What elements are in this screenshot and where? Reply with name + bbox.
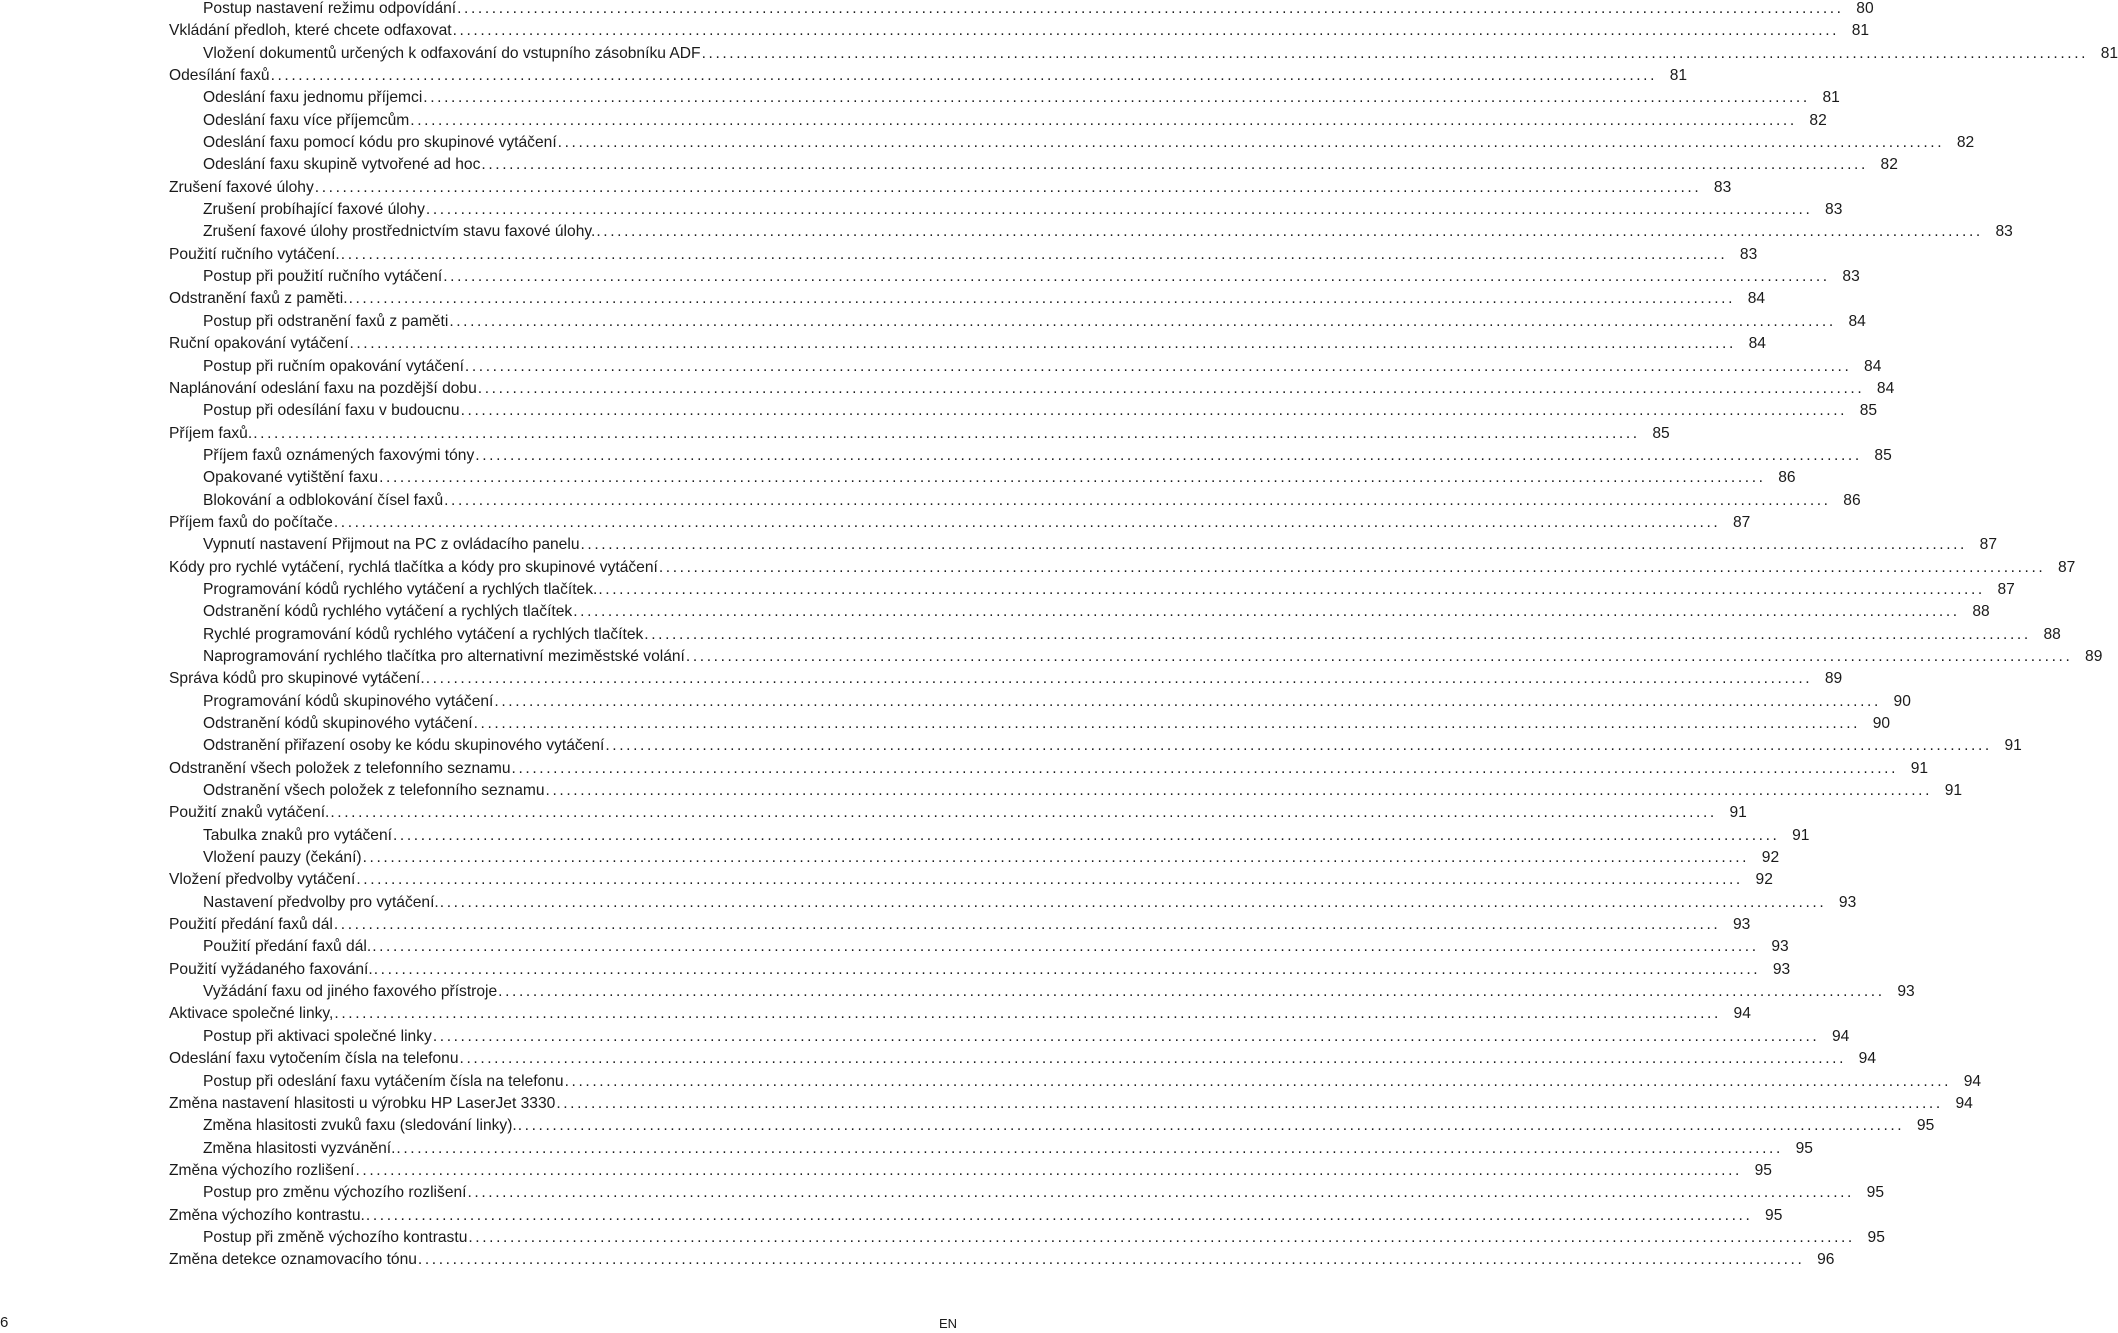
toc-entry-title: Postup nastavení režimu odpovídání [203, 0, 457, 17]
toc-entry-page: 92 [1755, 871, 1773, 889]
toc-subentry[interactable] [169, 847, 1780, 869]
toc-entry-page: 91 [1792, 826, 1810, 844]
toc-entry-page: 88 [1972, 603, 1990, 621]
toc-entry[interactable] [169, 288, 1766, 310]
toc-entry[interactable] [169, 1205, 1783, 1227]
dot-leader: ........................................................................................................................................................................................................ [349, 335, 1736, 353]
toc-entry[interactable] [169, 423, 1670, 445]
toc-entry[interactable] [169, 333, 1766, 355]
dot-leader: ........................................................................................................................................................................................................ [556, 1094, 1943, 1112]
toc-entry-title: Změna hlasitosti vyzvánění. [203, 1139, 396, 1157]
dot-leader: ........................................................................................................................................................................................................ [362, 849, 1750, 867]
toc-entry[interactable] [169, 244, 1758, 266]
toc-entry[interactable] [169, 177, 1732, 199]
toc-entry-title: Aktivace společné linky, [169, 1005, 334, 1023]
dot-leader: ........................................................................................................................................................................................................ [379, 469, 1766, 487]
toc-entry-page: 91 [2004, 737, 2022, 755]
toc-entry-page: 81 [2100, 44, 2118, 62]
toc-entry[interactable] [169, 65, 1688, 87]
toc-entry-title: Použití ručního vytáčení. [169, 245, 340, 263]
toc-entry-title: Použití vyžádaného faxování. [169, 960, 373, 978]
toc-subentry[interactable] [169, 154, 1898, 176]
toc-entry-title: Příjem faxů oznámených faxovými tóny [203, 446, 475, 464]
toc-entry-page: 91 [1944, 782, 1963, 800]
toc-entry-title: Postup při odeslání faxu vytáčením čísla na telefonu [203, 1072, 564, 1090]
dot-leader: ........................................................................................................................................................................................................ [475, 446, 1862, 464]
dot-leader: ........................................................................................................................................................................................................ [432, 1027, 1820, 1045]
dot-leader: ........................................................................................................................................................................................................ [439, 893, 1827, 911]
dot-leader: ........................................................................................................................................................................................................ [498, 983, 1885, 1001]
toc-entry-page: 86 [1843, 491, 1861, 509]
toc-entry[interactable] [169, 802, 1747, 824]
toc-entry-page: 83 [1825, 201, 1843, 219]
toc-entry-page: 83 [1842, 268, 1860, 286]
dot-leader: ........................................................................................................................................................................................................ [580, 536, 1967, 554]
toc-entry-title: Použití předání faxů dál [169, 916, 333, 934]
toc-entry-title: Zrušení probíhající faxové úlohy [203, 201, 425, 219]
toc-entry-title: Vypnutí nastavení Přijmout na PC z ovládacího panelu [203, 536, 580, 554]
dot-leader: ........................................................................................................................................................................................................ [701, 44, 2089, 62]
toc-entry-title: Odstranění faxů z paměti. [169, 290, 348, 308]
dot-leader: ........................................................................................................................................................................................................ [564, 1072, 1952, 1090]
dot-leader: ........................................................................................................................................................................................................ [423, 89, 1810, 107]
toc-entry-page: 93 [1771, 938, 1789, 956]
toc-entry-page: 84 [1748, 335, 1766, 353]
toc-entry-title: Příjem faxů do počítače [169, 513, 333, 531]
toc-subentry[interactable] [169, 87, 1840, 109]
toc-entry-title: Změna nastavení hlasitosti u výrobku HP LaserJet 3330 [169, 1094, 556, 1112]
toc-entry-title: Tabulka znaků pro vytáčení [203, 826, 392, 844]
dot-leader: ........................................................................................................................................................................................................ [473, 715, 1861, 732]
toc-subentry[interactable] [169, 445, 1892, 467]
toc-entry-title: Naprogramování rychlého tlačítka pro alternativní meziměstské volání [203, 647, 685, 665]
toc-entry-title: Nastavení předvolby pro vytáčení. [203, 893, 439, 911]
dot-leader: ........................................................................................................................................................................................................ [410, 111, 1797, 129]
dot-leader: ........................................................................................................................................................................................................ [355, 1161, 1742, 1179]
toc-entry-title: Odstranění kódů rychlého vytáčení a rychlých tlačítek [203, 603, 573, 621]
toc-subentry[interactable] [169, 579, 2015, 601]
toc-entry-page: 89 [1824, 670, 1843, 688]
toc-entry-page: 85 [1859, 402, 1878, 420]
toc-entry-title: Odeslání faxu jednomu příjemci [203, 89, 423, 107]
dot-leader: ........................................................................................................................................................................................................ [333, 513, 1721, 531]
toc-entry-page: 87 [1979, 536, 1997, 554]
toc-entry-page: 85 [1652, 424, 1670, 442]
toc-entry-title: Odeslání faxu vytočením čísla na telefonu [169, 1050, 459, 1068]
toc-subentry[interactable] [169, 1182, 1884, 1204]
toc-entry-page: 94 [1963, 1072, 1982, 1090]
footer-page-number: 6 [0, 1314, 9, 1331]
toc-subentry[interactable] [169, 356, 1882, 378]
toc-entry-title: Odeslání faxu pomocí kódu pro skupinové vytáčení [203, 134, 557, 152]
dot-leader: ........................................................................................................................................................................................................ [545, 782, 1933, 800]
dot-leader: ........................................................................................................................................................................................................ [605, 737, 1992, 755]
toc-subentry[interactable] [169, 1138, 1813, 1160]
toc-subentry[interactable] [169, 624, 2061, 646]
toc-entry[interactable] [169, 959, 1791, 981]
toc-entry-title: Odeslání faxu více příjemcům [203, 111, 410, 129]
footer-language-code: EN [938, 1316, 957, 1331]
toc-entry-page: 83 [1739, 245, 1758, 263]
toc-subentry[interactable] [169, 892, 1857, 914]
toc-entry-title: Programování kódů rychlého vytáčení a rychlých tlačítek. [203, 580, 598, 598]
dot-leader: ........................................................................................................................................................................................................ [685, 647, 2073, 665]
toc-subentry[interactable] [169, 981, 1915, 1003]
toc-entry[interactable] [169, 378, 1895, 400]
toc-entry[interactable] [169, 1249, 1835, 1271]
toc-entry-title: Odesílání faxů [169, 67, 270, 85]
toc-entry-page: 84 [1876, 379, 1895, 397]
toc-subentry[interactable] [169, 490, 1861, 512]
toc-entry-page: 95 [1754, 1161, 1772, 1179]
toc-entry[interactable] [169, 512, 1751, 534]
dot-leader: ........................................................................................................................................................................................................ [314, 178, 1702, 196]
toc-entry-title: Odeslání faxu skupině vytvořené ad hoc [203, 156, 481, 174]
toc-subentry[interactable] [169, 311, 1866, 333]
dot-leader: ........................................................................................................................................................................................................ [270, 67, 1658, 85]
toc-entry[interactable] [169, 668, 1843, 690]
toc-entry-title: Odstranění přiřazení osoby ke kódu skupinového vytáčení [203, 737, 605, 755]
dot-leader: ........................................................................................................................................................................................................ [467, 1184, 1854, 1202]
toc-subentry[interactable] [169, 735, 2022, 757]
toc-entry-page: 84 [1848, 312, 1866, 330]
toc-entry-page: 82 [1956, 134, 1975, 152]
toc-entry-page: 87 [2057, 558, 2076, 576]
toc-entry-title: Zrušení faxové úlohy [169, 178, 314, 196]
toc-subentry[interactable] [169, 43, 2118, 65]
toc-entry-page: 85 [1874, 446, 1892, 464]
toc-entry-title: Použití předání faxů dál. [203, 938, 372, 956]
dot-leader: ........................................................................................................................................................................................................ [464, 357, 1852, 375]
toc-entry-page: 83 [1713, 178, 1732, 196]
toc-entry-title: Postup při ručním opakování vytáčení [203, 357, 464, 375]
toc-entry-page: 90 [1872, 715, 1891, 732]
toc-entry-title: Opakované vytištění faxu [203, 469, 379, 487]
toc-entry-title: Naplánování odeslání faxu na pozdější dobu [169, 379, 477, 397]
toc-entry-page: 89 [2085, 647, 2103, 665]
dot-leader: ........................................................................................................................................................................................................ [340, 245, 1728, 263]
toc-entry-page: 91 [1729, 804, 1747, 822]
toc-entry-title: Postup pro změnu výchozího rozlišení [203, 1184, 467, 1202]
toc-subentry[interactable] [169, 936, 1789, 958]
toc-entry-page: 93 [1838, 893, 1857, 911]
toc-entry-page: 81 [1822, 89, 1840, 107]
toc-entry-title: Postup při aktivaci společné linky [203, 1027, 432, 1045]
toc-subentry[interactable] [169, 1227, 1885, 1249]
toc-entry-title: Vložení dokumentů určených k odfaxování do vstupního zásobníku ADF [203, 44, 701, 62]
toc-entry-title: Změna hlasitosti zvuků faxu (sledování linky). [203, 1117, 517, 1135]
toc-entry-title: Postup při použití ručního vytáčení [203, 268, 443, 286]
toc-subentry[interactable] [169, 132, 1975, 154]
dot-leader: ........................................................................................................................................................................................................ [477, 379, 1865, 397]
toc-entry-page: 81 [1669, 67, 1688, 85]
toc-entry-page: 84 [1747, 290, 1766, 308]
toc-entry-title: Vložení předvolby vytáčení [169, 871, 356, 889]
toc-entry-title: Vyžádání faxu od jiného faxového přístroje [203, 983, 498, 1001]
dot-leader: ........................................................................................................................................................................................................ [417, 1251, 1805, 1269]
toc-entry-page: 84 [1864, 357, 1882, 375]
dot-leader: ........................................................................................................................................................................................................ [449, 312, 1836, 330]
toc-subentry[interactable] [169, 400, 1878, 422]
toc-entry-page: 94 [1955, 1094, 1973, 1112]
table-of-contents [169, 0, 2118, 1272]
toc-entry-title: Ruční opakování vytáčení [169, 335, 349, 353]
toc-entry-page: 82 [1809, 111, 1827, 129]
toc-subentry[interactable] [169, 0, 1874, 20]
toc-entry-page: 94 [1831, 1027, 1850, 1045]
dot-leader: ........................................................................................................................................................................................................ [573, 603, 1960, 621]
dot-leader: ........................................................................................................................................................................................................ [557, 134, 1945, 152]
dot-leader: ........................................................................................................................................................................................................ [396, 1139, 1783, 1157]
toc-entry-title: Zrušení faxové úlohy prostřednictvím stavu faxové úlohy. [203, 223, 596, 241]
toc-entry-title: Postup při odstranění faxů z paměti [203, 312, 449, 330]
toc-entry-page: 95 [1867, 1228, 1885, 1246]
toc-entry-title: Odstranění všech položek z telefonního seznamu [169, 759, 511, 777]
dot-leader: ........................................................................................................................................................................................................ [333, 916, 1721, 934]
toc-entry-page: 86 [1778, 469, 1796, 487]
dot-leader: ........................................................................................................................................................................................................ [511, 759, 1899, 777]
toc-entry[interactable] [169, 758, 1929, 780]
toc-entry-title: Kódy pro rychlé vytáčení, rychlá tlačítka a kódy pro skupinové vytáčení [169, 558, 658, 576]
toc-subentry[interactable] [169, 646, 2103, 668]
toc-entry[interactable] [169, 1003, 1751, 1025]
dot-leader: ........................................................................................................................................................................................................ [644, 625, 2031, 643]
toc-entry[interactable] [169, 1160, 1772, 1182]
toc-entry-page: 91 [1910, 759, 1929, 777]
dot-leader: ........................................................................................................................................................................................................ [253, 424, 1640, 442]
toc-subentry[interactable] [169, 199, 1843, 221]
toc-entry-page: 95 [1795, 1139, 1813, 1157]
toc-subentry[interactable] [169, 110, 1827, 132]
toc-entry[interactable] [169, 914, 1751, 936]
toc-subentry[interactable] [169, 266, 1860, 288]
toc-entry-page: 96 [1817, 1251, 1835, 1269]
dot-leader: ........................................................................................................................................................................................................ [425, 201, 1813, 219]
toc-entry-title: Programování kódů skupinového vytáčení [203, 692, 494, 710]
toc-entry-title: Správa kódů pro skupinové vytáčení. [169, 670, 425, 688]
dot-leader: ........................................................................................................................................................................................................ [460, 402, 1848, 420]
toc-entry-title: Postup při odesílání faxu v budoucnu [203, 402, 460, 420]
dot-leader: ........................................................................................................................................................................................................ [596, 223, 1983, 241]
dot-leader: ........................................................................................................................................................................................................ [494, 692, 1881, 710]
toc-entry-page: 87 [1732, 513, 1751, 531]
dot-leader: ........................................................................................................................................................................................................ [425, 670, 1813, 688]
toc-subentry[interactable] [169, 1071, 1982, 1093]
toc-entry-title: Rychlé programování kódů rychlého vytáčení a rychlých tlačítek [203, 625, 644, 643]
toc-entry[interactable] [169, 20, 1870, 42]
toc-subentry[interactable] [169, 534, 1997, 556]
toc-entry[interactable] [169, 869, 1773, 891]
dot-leader: ........................................................................................................................................................................................................ [372, 938, 1759, 956]
dot-leader: ........................................................................................................................................................................................................ [468, 1228, 1855, 1246]
toc-entry-page: 95 [1866, 1184, 1884, 1202]
toc-entry-page: 88 [2043, 625, 2061, 643]
dot-leader: ........................................................................................................................................................................................................ [334, 1005, 1721, 1023]
dot-leader: ........................................................................................................................................................................................................ [517, 1117, 1905, 1135]
dot-leader: ........................................................................................................................................................................................................ [365, 1206, 1753, 1224]
dot-leader: ........................................................................................................................................................................................................ [356, 871, 1743, 889]
toc-entry[interactable] [169, 1048, 1877, 1070]
toc-entry-page: 95 [1765, 1206, 1783, 1224]
toc-entry-title: Blokování a odblokování čísel faxů [203, 491, 444, 509]
toc-entry-page: 93 [1897, 983, 1915, 1001]
toc-subentry[interactable] [169, 691, 1911, 713]
toc-subentry[interactable] [169, 713, 1891, 735]
toc-entry-page: 82 [1880, 156, 1898, 174]
toc-entry-page: 93 [1732, 916, 1751, 934]
dot-leader: ........................................................................................................................................................................................................ [658, 558, 2046, 576]
toc-entry[interactable] [169, 1093, 1973, 1115]
toc-subentry[interactable] [169, 601, 1990, 623]
dot-leader: ........................................................................................................................................................................................................ [481, 156, 1868, 174]
toc-entry-title: Změna výchozího kontrastu. [169, 1206, 365, 1224]
toc-entry-title: Změna výchozího rozlišení [169, 1161, 355, 1179]
toc-entry-title: Změna detekce oznamovacího tónu [169, 1251, 417, 1269]
toc-entry-title: Odstranění kódů skupinového vytáčení [203, 715, 473, 732]
toc-subentry[interactable] [169, 1115, 1935, 1137]
toc-entry-title: Příjem faxů. [169, 424, 253, 442]
dot-leader: ........................................................................................................................................................................................................ [443, 268, 1830, 286]
dot-leader: ........................................................................................................................................................................................................ [348, 290, 1736, 308]
toc-entry-page: 81 [1851, 22, 1870, 40]
dot-leader: ........................................................................................................................................................................................................ [330, 804, 1717, 822]
dot-leader: ........................................................................................................................................................................................................ [444, 491, 1831, 509]
dot-leader: ........................................................................................................................................................................................................ [457, 0, 1844, 17]
toc-entry-page: 94 [1733, 1005, 1751, 1023]
toc-subentry[interactable] [169, 221, 2013, 243]
toc-entry-title: Postup při změně výchozího kontrastu [203, 1228, 468, 1246]
toc-entry-page: 80 [1856, 0, 1874, 17]
toc-entry-page: 93 [1772, 960, 1791, 978]
toc-subentry[interactable] [169, 780, 1963, 802]
toc-entry-title: Vkládání předloh, které chcete odfaxovat [169, 22, 452, 40]
toc-entry-page: 95 [1916, 1117, 1935, 1135]
dot-leader: ........................................................................................................................................................................................................ [459, 1050, 1847, 1068]
toc-entry-page: 92 [1761, 849, 1780, 867]
dot-leader: ........................................................................................................................................................................................................ [392, 826, 1780, 844]
toc-entry-title: Použití znaků vytáčení. [169, 804, 330, 822]
toc-entry-page: 94 [1858, 1050, 1877, 1068]
toc-entry-page: 83 [1995, 223, 2013, 241]
toc-subentry[interactable] [169, 825, 1810, 847]
toc-entry-page: 90 [1893, 692, 1911, 710]
toc-subentry[interactable] [169, 1026, 1850, 1048]
dot-leader: ........................................................................................................................................................................................................ [373, 960, 1761, 978]
dot-leader: ........................................................................................................................................................................................................ [452, 22, 1840, 40]
toc-subentry[interactable] [169, 467, 1796, 489]
toc-entry[interactable] [169, 557, 2076, 579]
toc-entry-title: Odstranění všech položek z telefonního seznamu [203, 782, 545, 800]
dot-leader: ........................................................................................................................................................................................................ [598, 580, 1985, 598]
toc-entry-page: 87 [1997, 580, 2015, 598]
toc-entry-title: Vložení pauzy (čekání) [203, 849, 362, 867]
